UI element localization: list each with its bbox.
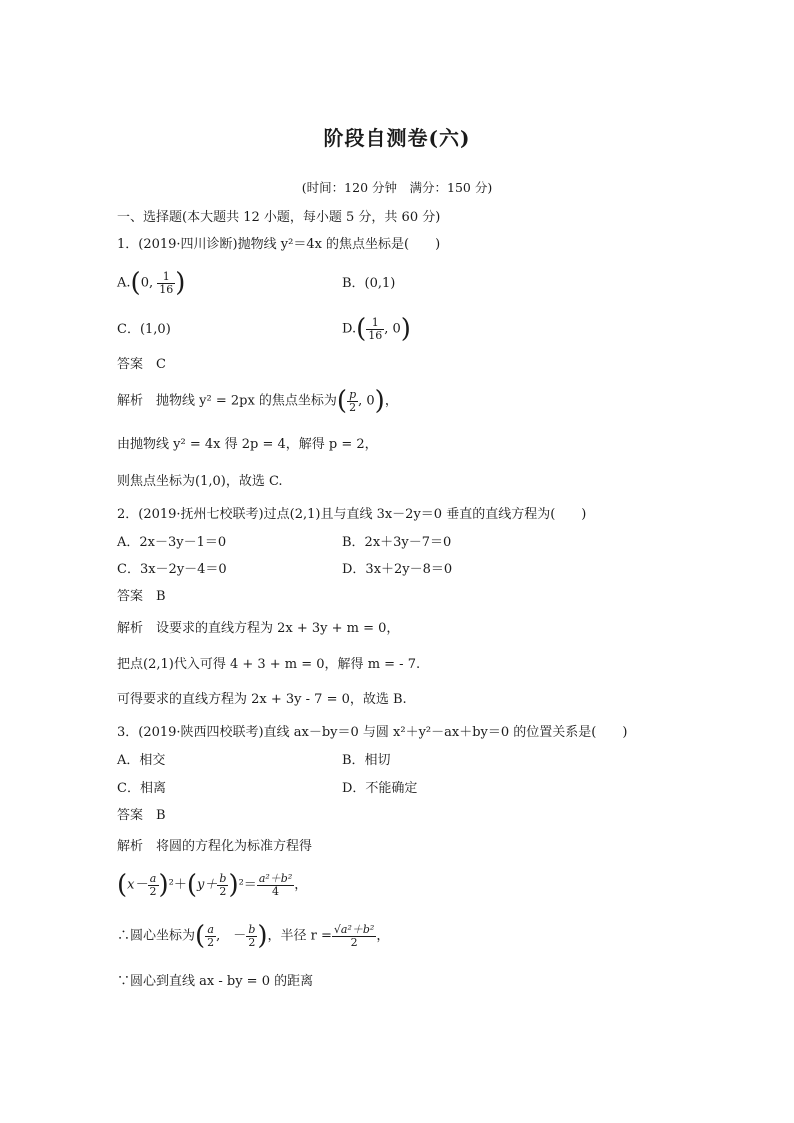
q1-solution-line-3: 则焦点坐标为(1,0)，故选 C. [117, 474, 283, 489]
q2-option-d: D．3x＋2y－8＝0 [342, 562, 453, 577]
q1-stem: 1．(2019·四川诊断)抛物线 y²＝4x 的焦点坐标是( ) [117, 237, 441, 252]
q2-option-a: A．2x－3y－1＝0 [117, 535, 227, 550]
exam-meta: (时间：120 分钟 满分：150 分) [301, 180, 493, 195]
q1-solution-line-2: 由抛物线 y² = 4x 得 2p = 4，解得 p = 2， [117, 437, 378, 452]
q1-option-d: D.( $\frac{1}{16}$ , 0) [342, 314, 411, 344]
q1-option-d-fraction: $\frac{1}{16}$ [368, 315, 383, 342]
q3-answer: 答案 B [117, 808, 166, 823]
q3-option-d: D．不能确定 [342, 781, 418, 796]
q3-stem: 3．(2019·陕西四校联考)直线 ax－by＝0 与圆 x²＋y²－ax＋by＝0 的位置关系是( ) [117, 725, 628, 740]
q2-solution-line-3: 可得要求的直线方程为 2x + 3y - 7 = 0，故选 B. [117, 692, 407, 707]
q3-option-b: B．相切 [342, 753, 391, 768]
q1-option-a-fraction: $\frac{1}{16}$ [159, 269, 174, 296]
q2-stem: 2．(2019·抚州七校联考)过点(2,1)且与直线 3x－2y＝0 垂直的直线方程为( ) [117, 507, 587, 522]
q3-radius-fraction: $\frac{\text{√a²＋b²}}{2}$ [333, 922, 375, 949]
q2-solution-line-2: 把点(2,1)代入可得 4 + 3 + m = 0，解得 m = - 7. [117, 657, 421, 672]
q2-answer: 答案 B [117, 589, 166, 604]
q3-solution-line-1: 解析 将圆的方程化为标准方程得 [117, 839, 313, 854]
q3-option-a: A．相交 [117, 753, 166, 768]
q1-solution-fraction: $\frac{p}{2}$ [349, 387, 357, 414]
q3-solution-last-line: ∵圆心到直线 ax - by = 0 的距离 [117, 974, 314, 989]
q3-option-c: C．相离 [117, 781, 166, 796]
section-heading: 一、选择题(本大题共 12 小题，每小题 5 分，共 60 分) [117, 210, 441, 225]
q1-option-a: A.(0, $\frac{1}{16}$ ) [117, 268, 186, 298]
q3-center-radius: ∴圆心坐标为( $\frac{a}{2}$ , － $\frac{b}{2}$ )，半径 r = $\frac{\text{√a²＋b²}}{2}$ ， [117, 921, 390, 951]
q2-option-c: C．3x－2y－4＝0 [117, 562, 227, 577]
q2-solution-line-1: 解析 设要求的直线方程为 2x + 3y + m = 0， [117, 621, 400, 636]
q1-option-b: B．(0,1) [342, 276, 396, 291]
page-title: 阶段自测卷(六) [323, 126, 471, 150]
q1-answer: 答案 C [117, 357, 166, 372]
q3-standard-equation: (x－ $\frac{a}{2}$ )²＋(y＋ $\frac{b}{2}$ )²＝ $\frac{\text{a²＋b²}}{4}$ ， [117, 870, 308, 900]
q1-solution-line-1: 解析 抛物线 y² = 2px 的焦点坐标为( $\frac{p}{2}$ , 0)， [117, 386, 398, 416]
q2-option-b: B．2x＋3y－7＝0 [342, 535, 452, 550]
q1-option-c: C．(1,0) [117, 322, 171, 337]
